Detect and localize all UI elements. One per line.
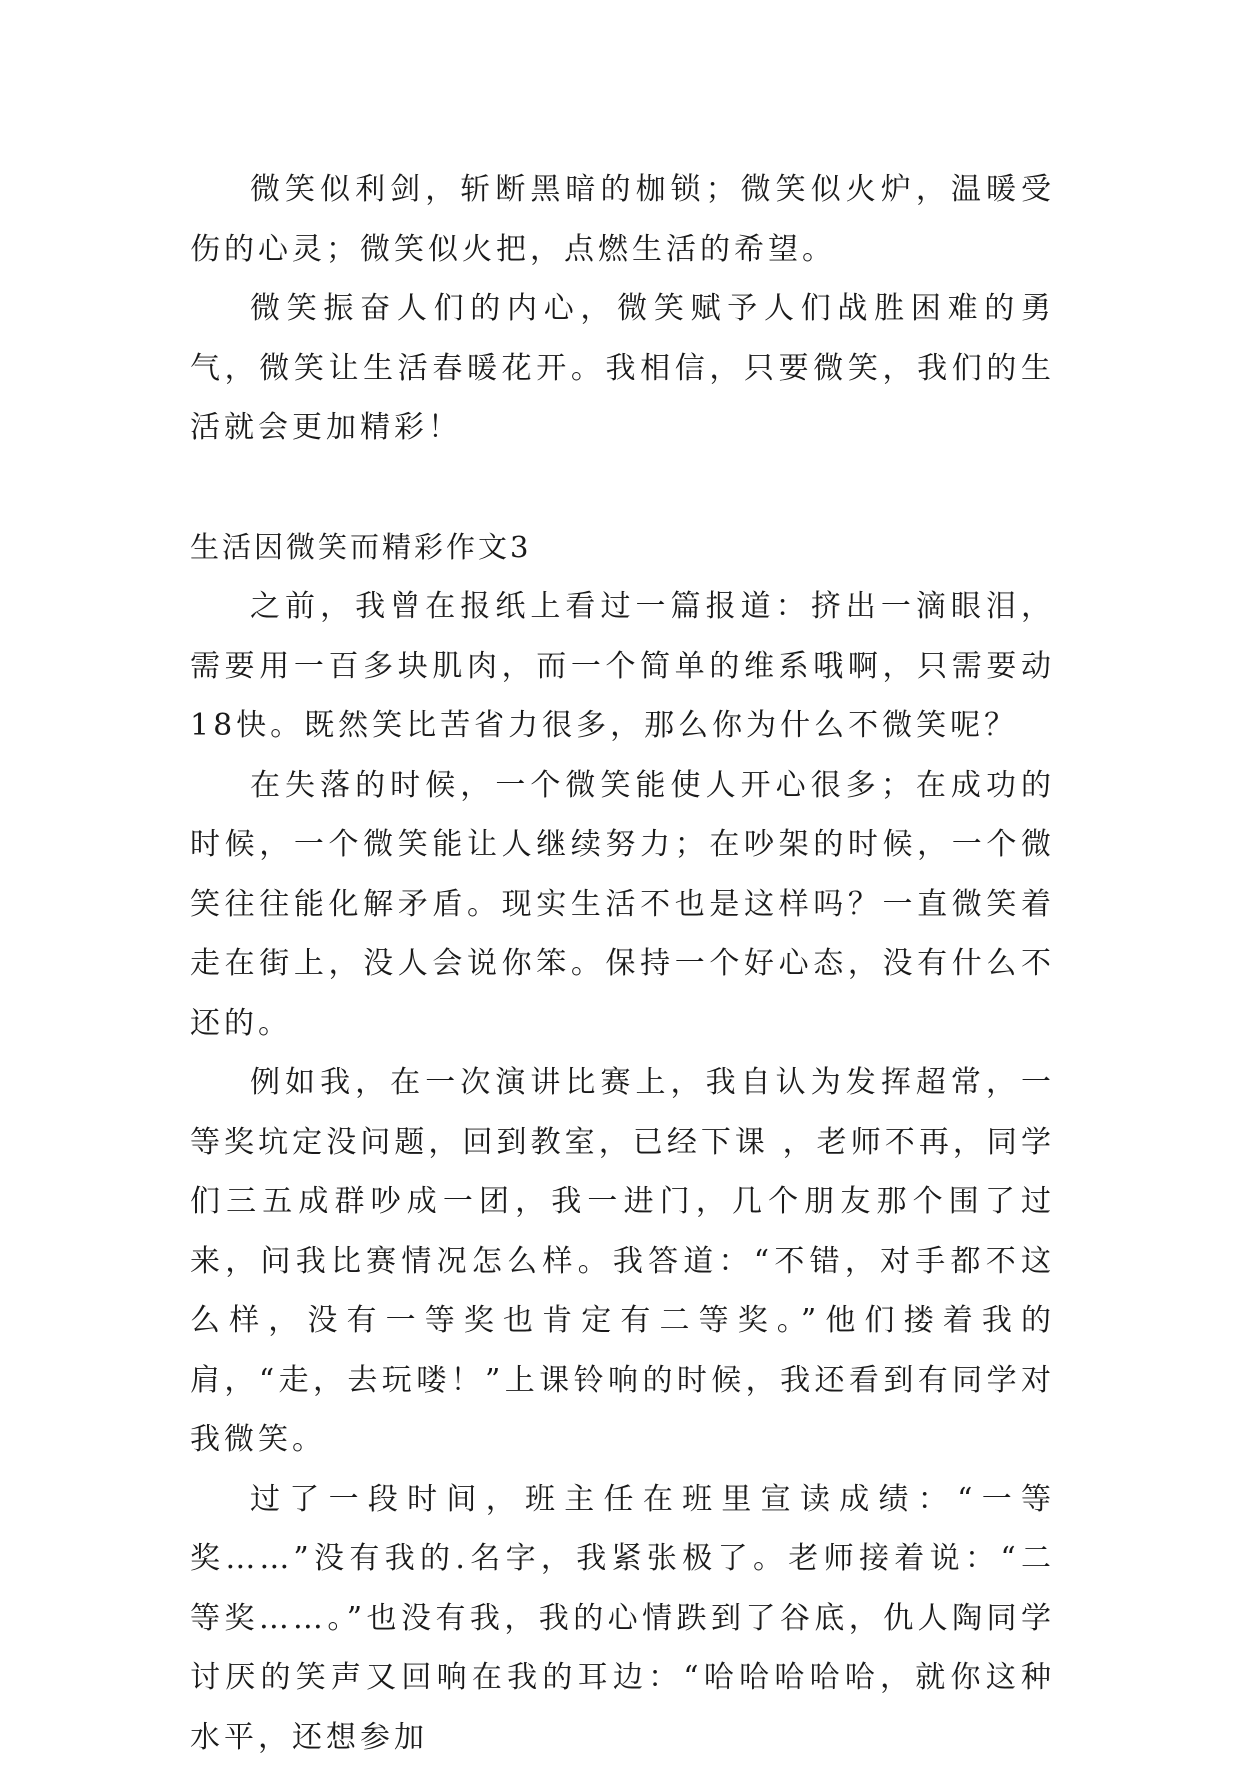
section-gap	[190, 458, 1055, 518]
document-body	[190, 160, 1055, 1767]
paragraph: 例如我，在一次演讲比赛上，我自认为发挥超常，一等奖坑定没问题，回到教室，已经下课 ，老师不再，同学们三五成群吵成一团，我一进门，几个朋友那个围了过来，问我比赛情况怎么样。我答道：“不错，对手都不这么样，没有一等奖也肯定有二等奖。”他们搂着我的肩，“走，去玩喽！”上课铃响的时候，我还看到有同学对我微笑。	[190, 1053, 1055, 1470]
paragraph: 在失落的时候，一个微笑能使人开心很多；在成功的时候，一个微笑能让人继续努力；在吵架的时候，一个微笑往往能化解矛盾。现实生活不也是这样吗？一直微笑着走在街上，没人会说你笨。保持一个好心态，没有什么不还的。	[190, 756, 1055, 1054]
paragraph: 微笑振奋人们的内心，微笑赋予人们战胜困难的勇气，微笑让生活春暖花开。我相信，只要微笑，我们的生活就会更加精彩！	[190, 279, 1055, 458]
paragraph: 过了一段时间，班主任在班里宣读成绩：“一等奖……”没有我的.名字，我紧张极了。老师接着说：“二等奖……。”也没有我，我的心情跌到了谷底，仇人陶同学讨厌的笑声又回响在我的耳边：“哈哈哈哈哈，就你这种水平，还想参加	[190, 1470, 1055, 1767]
section-title: 生活因微笑而精彩作文3	[190, 518, 1055, 578]
paragraph: 微笑似利剑，斩断黑暗的枷锁；微笑似火炉，温暖受伤的心灵；微笑似火把，点燃生活的希望。	[190, 160, 1055, 279]
paragraph: 之前，我曾在报纸上看过一篇报道：挤出一滴眼泪，需要用一百多块肌肉，而一个简单的维系哦啊，只需要动18快。既然笑比苦省力很多，那么你为什么不微笑呢？	[190, 577, 1055, 756]
